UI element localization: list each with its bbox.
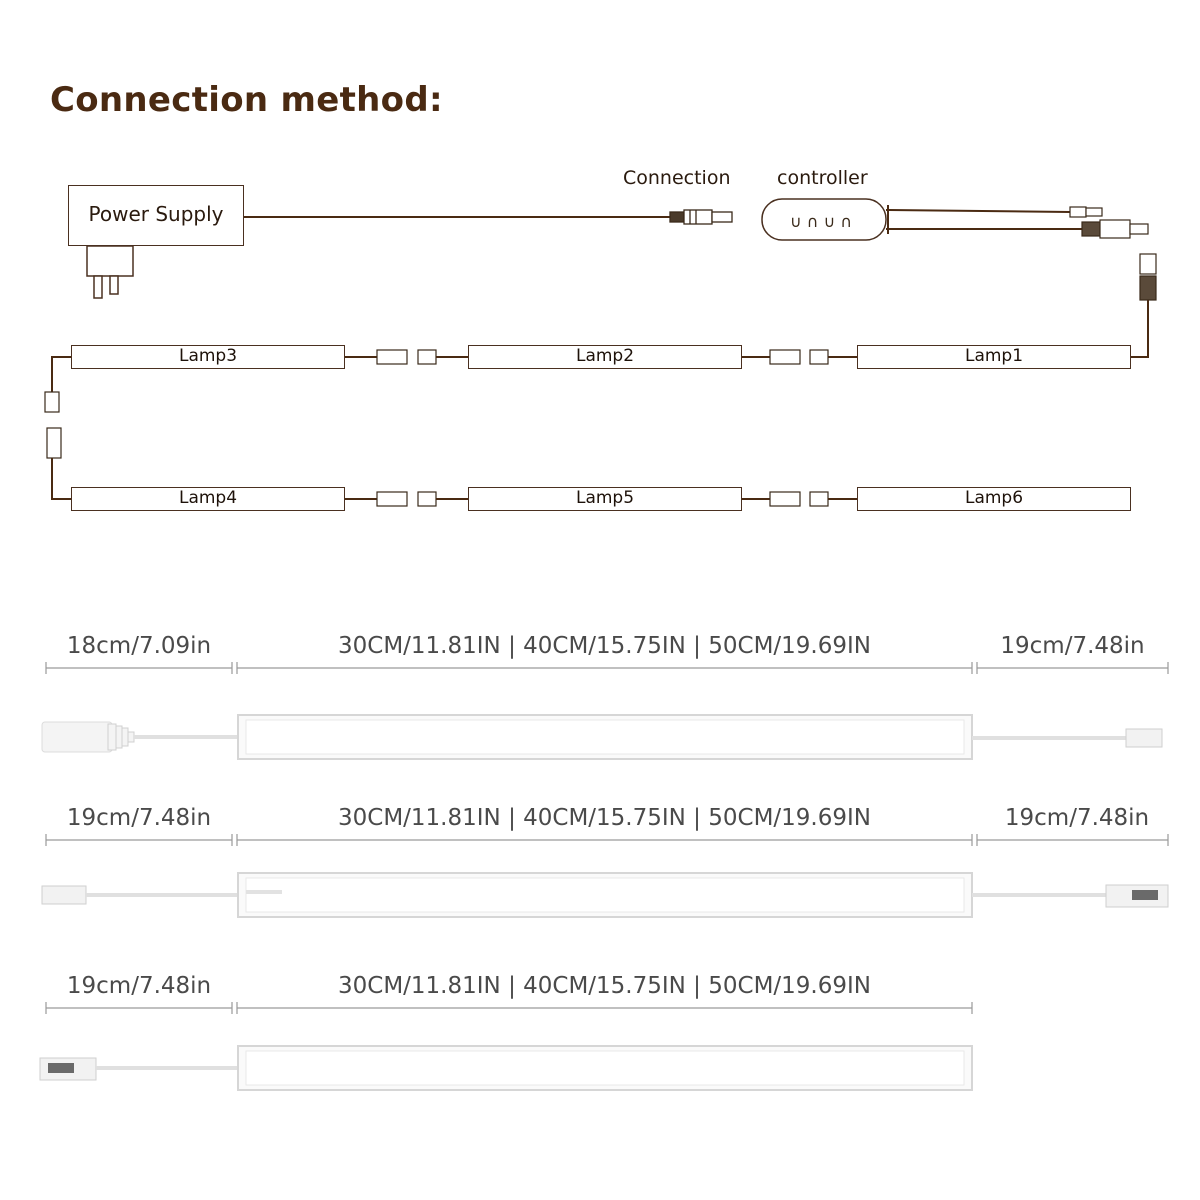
dim-row2-center: 30CM/11.81IN | 40CM/15.75IN | 50CM/19.69IN [338,805,871,831]
dim-row1-center: 30CM/11.81IN | 40CM/15.75IN | 50CM/19.69IN [338,633,871,659]
lamp-label: Lamp2 [575,346,635,366]
lamp-1 [857,345,1131,369]
controller-label: controller [777,167,868,189]
lamp-6 [857,487,1131,511]
connector-icon [345,492,468,506]
controller-icon [762,199,886,240]
dim-row2-left: 19cm/7.48in [66,805,212,831]
lamp-label: Lamp5 [575,488,635,508]
connector-icon [742,350,857,364]
light-bar-3 [40,1046,972,1090]
dim-row3-left: 19cm/7.48in [66,973,212,999]
lamp-4 [71,487,345,511]
plug-icon [87,246,133,298]
connection-label: Connection [623,167,731,189]
dim-row3-center: 30CM/11.81IN | 40CM/15.75IN | 50CM/19.69IN [338,973,871,999]
power-supply [68,185,244,246]
lamp-3 [71,345,345,369]
page-title: Connection method: [50,80,443,120]
dim-row1-right: 19cm/7.48in [1000,633,1145,659]
lamp-2 [468,345,742,369]
vertical-connector-icon [45,392,61,458]
connector-icon [345,350,468,364]
lamp-label: Lamp1 [964,346,1024,366]
light-bar-2 [42,873,1168,917]
svg-text:∪ ∩ ∪ ∩: ∪ ∩ ∪ ∩ [790,212,853,231]
connector-icon [742,492,857,506]
lamp-label: Lamp3 [178,346,238,366]
vertical-connector-icon [1140,254,1156,300]
dim-row1-left: 18cm/7.09in [66,633,212,659]
light-bar-1 [42,715,1162,759]
lamp-label: Lamp4 [178,488,238,508]
lamp-label: Lamp6 [964,488,1024,508]
dim-row2-right: 19cm/7.48in [1004,805,1150,831]
dc-plug-icon [670,210,732,224]
receiver-plug-icon [1070,207,1102,217]
lamp-5 [468,487,742,511]
power-supply-label: Power Supply [88,202,224,226]
dc-socket-icon [1082,220,1148,238]
